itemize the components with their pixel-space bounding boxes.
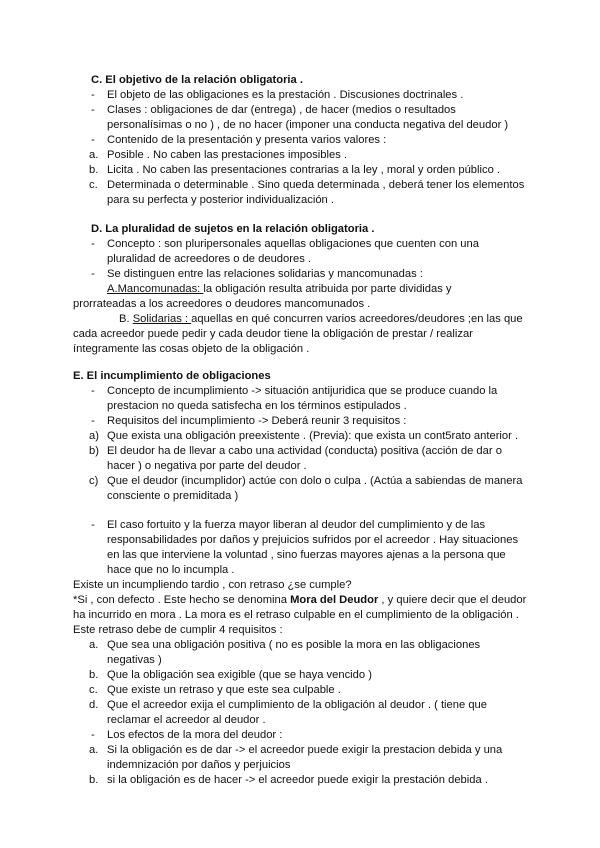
solidarias-label: Solidarias : bbox=[132, 313, 192, 325]
solidarias-line-3: íntegramente las cosas objeto de la obligación . bbox=[73, 343, 310, 355]
list-item-text: Clases : obligaciones de dar (entrega) , de hacer (medios o resultados bbox=[107, 104, 456, 116]
list-marker: a. bbox=[89, 744, 99, 756]
list-item-text: El objeto de las obligaciones es la prestación . Discusiones doctrinales . bbox=[107, 89, 464, 101]
mora-pre: *Si , con defecto . Este hecho se denomina bbox=[73, 594, 291, 606]
list-item-text: Si la obligación es de dar -> el acreedor puede exigir la prestacion debida y una bbox=[107, 744, 503, 756]
list-item-text: reclamar el acreedor al deudor . bbox=[107, 714, 266, 726]
list-item-text: Requisitos del incumplimiento -> Deberá reunir 3 requisitos : bbox=[107, 415, 407, 427]
section-c-heading: C. El objetivo de la relación obligatoria . bbox=[91, 74, 303, 86]
mancomunadas-line bbox=[107, 282, 452, 297]
mora-bold: Mora del Deudor bbox=[290, 594, 379, 606]
list-item-text: Concepto : son pluripersonales aquellas obligaciones que cuenten con una bbox=[107, 238, 479, 250]
list-item-text: Se distinguen entre las relaciones solidarias y mancomunadas : bbox=[107, 268, 423, 280]
list-item-text: Que la obligación sea exigible (que se haya vencido ) bbox=[107, 669, 372, 681]
mora-line-2: ha incurrido en mora . La mora es el retraso culpable en el cumplimiento de la obligación . bbox=[73, 609, 519, 621]
list-item-text: indemnización por daños y perjuicios bbox=[107, 759, 291, 771]
list-marker: a. bbox=[89, 149, 99, 161]
list-item-text: personalísimas o no ) , de no hacer (imponer una conducta negativa del deudor ) bbox=[107, 119, 509, 131]
list-marker: b. bbox=[89, 774, 99, 786]
list-item-text: Posible . No caben las prestaciones imposibles . bbox=[107, 149, 348, 161]
list-marker: c. bbox=[89, 179, 98, 191]
list-item-text: Los efectos de la mora del deudor : bbox=[107, 729, 283, 741]
list-item-text: hacer ) o negativa por parte del deudor . bbox=[107, 460, 307, 472]
list-item-text: en las que interviene la voluntad , sino fuerzas mayores ajenas a la persona que bbox=[107, 549, 506, 561]
solidarias-line bbox=[119, 312, 523, 327]
list-item-text: Que existe un retraso y que este sea culpable . bbox=[107, 684, 341, 696]
list-item-text: Concepto de incumplimiento -> situación antijuridica que se produce cuando la bbox=[107, 385, 498, 397]
list-item-text: pluralidad de acreedores o de deudores . bbox=[107, 253, 312, 265]
list-item-text: Que sea una obligación positiva ( no es posible la mora en las obligaciones bbox=[107, 639, 481, 651]
mora-line-3: Este retraso debe de cumplir 4 requisitos : bbox=[73, 624, 283, 636]
list-marker: - bbox=[91, 385, 95, 397]
list-marker: d. bbox=[89, 699, 99, 711]
list-item-text: Determinada o determinable . Sino queda determinada , deberá tener los elementos bbox=[107, 179, 525, 191]
list-item-text: Licita . No caben las presentaciones contrarias a la ley , moral y orden público . bbox=[107, 164, 501, 176]
list-item-text: para su perfecta y posterior individualización . bbox=[107, 194, 334, 206]
list-marker: a. bbox=[89, 639, 99, 651]
list-marker: - bbox=[91, 729, 95, 741]
question-text: Existe un incumpliendo tardio , con retraso ¿se cumple? bbox=[73, 579, 352, 591]
list-marker: - bbox=[91, 238, 95, 250]
list-marker: a) bbox=[89, 430, 99, 442]
list-item-text: negativas ) bbox=[107, 654, 162, 666]
list-marker: b. bbox=[89, 669, 99, 681]
section-e-heading: E. El incumplimiento de obligaciones bbox=[73, 370, 271, 382]
list-item-text: Que el deudor (incumplidor) actúe con dolo o culpa . (Actúa a sabiendas de manera bbox=[107, 475, 523, 487]
list-item-text: Que exista una obligación preexistente . (Previa): que exista un cont5rato anterior . bbox=[107, 430, 519, 442]
mancomunadas-label: A.Mancomunadas: bbox=[107, 283, 204, 295]
list-marker: c) bbox=[89, 475, 99, 487]
solidarias-line-2: cada acreedor puede pedir y cada deudor tiene la obligación de prestar / realizar bbox=[73, 328, 473, 340]
mora-line bbox=[73, 593, 526, 608]
list-marker: - bbox=[91, 415, 95, 427]
list-marker: - bbox=[91, 268, 95, 280]
list-marker: b. bbox=[89, 164, 99, 176]
list-item-text: Contenido de la presentación y presenta varios valores : bbox=[107, 134, 387, 146]
list-marker: b) bbox=[89, 445, 99, 457]
solidarias-prefix: B. bbox=[119, 313, 133, 325]
list-marker: - bbox=[91, 89, 95, 101]
list-marker: - bbox=[91, 104, 95, 116]
list-item-text: hace que no lo incumpla . bbox=[107, 564, 235, 576]
mancomunadas-line-2: prorrateadas a los acreedores o deudores mancomunados . bbox=[73, 298, 371, 310]
list-marker: - bbox=[91, 519, 95, 531]
list-item-text: El caso fortuito y la fuerza mayor liberan al deudor del cumplimiento y de las bbox=[107, 519, 486, 531]
list-item-text: prestacion no queda satisfecha en los términos estipulados . bbox=[107, 400, 407, 412]
section-d-heading: D. La pluralidad de sujetos en la relación obligatoria . bbox=[91, 223, 375, 235]
list-marker: - bbox=[91, 134, 95, 146]
list-item-text: El deudor ha de llevar a cabo una actividad (conducta) positiva (acción de dar o bbox=[107, 445, 502, 457]
list-item-text: si la obligación es de hacer -> el acreedor puede exigir la prestación debida . bbox=[107, 774, 488, 786]
list-item-text: Que el acreedor exija el cumplimiento de la obligación al deudor . ( tiene que bbox=[107, 699, 487, 711]
mancomunadas-text: la obligación resulta atribuida por parte divididas y bbox=[203, 283, 452, 295]
solidarias-text: aquellas en qué concurren varios acreedores/deudores ;en las que bbox=[191, 313, 523, 325]
list-marker: c. bbox=[89, 684, 98, 696]
mora-post: , y quiere decir que el deudor bbox=[378, 594, 527, 606]
list-item-text: responsabilidades por daños y prejuicios sufridos por el acreedor . Hay situaciones bbox=[107, 534, 519, 546]
list-item-text: consciente o premiditada ) bbox=[107, 490, 239, 502]
